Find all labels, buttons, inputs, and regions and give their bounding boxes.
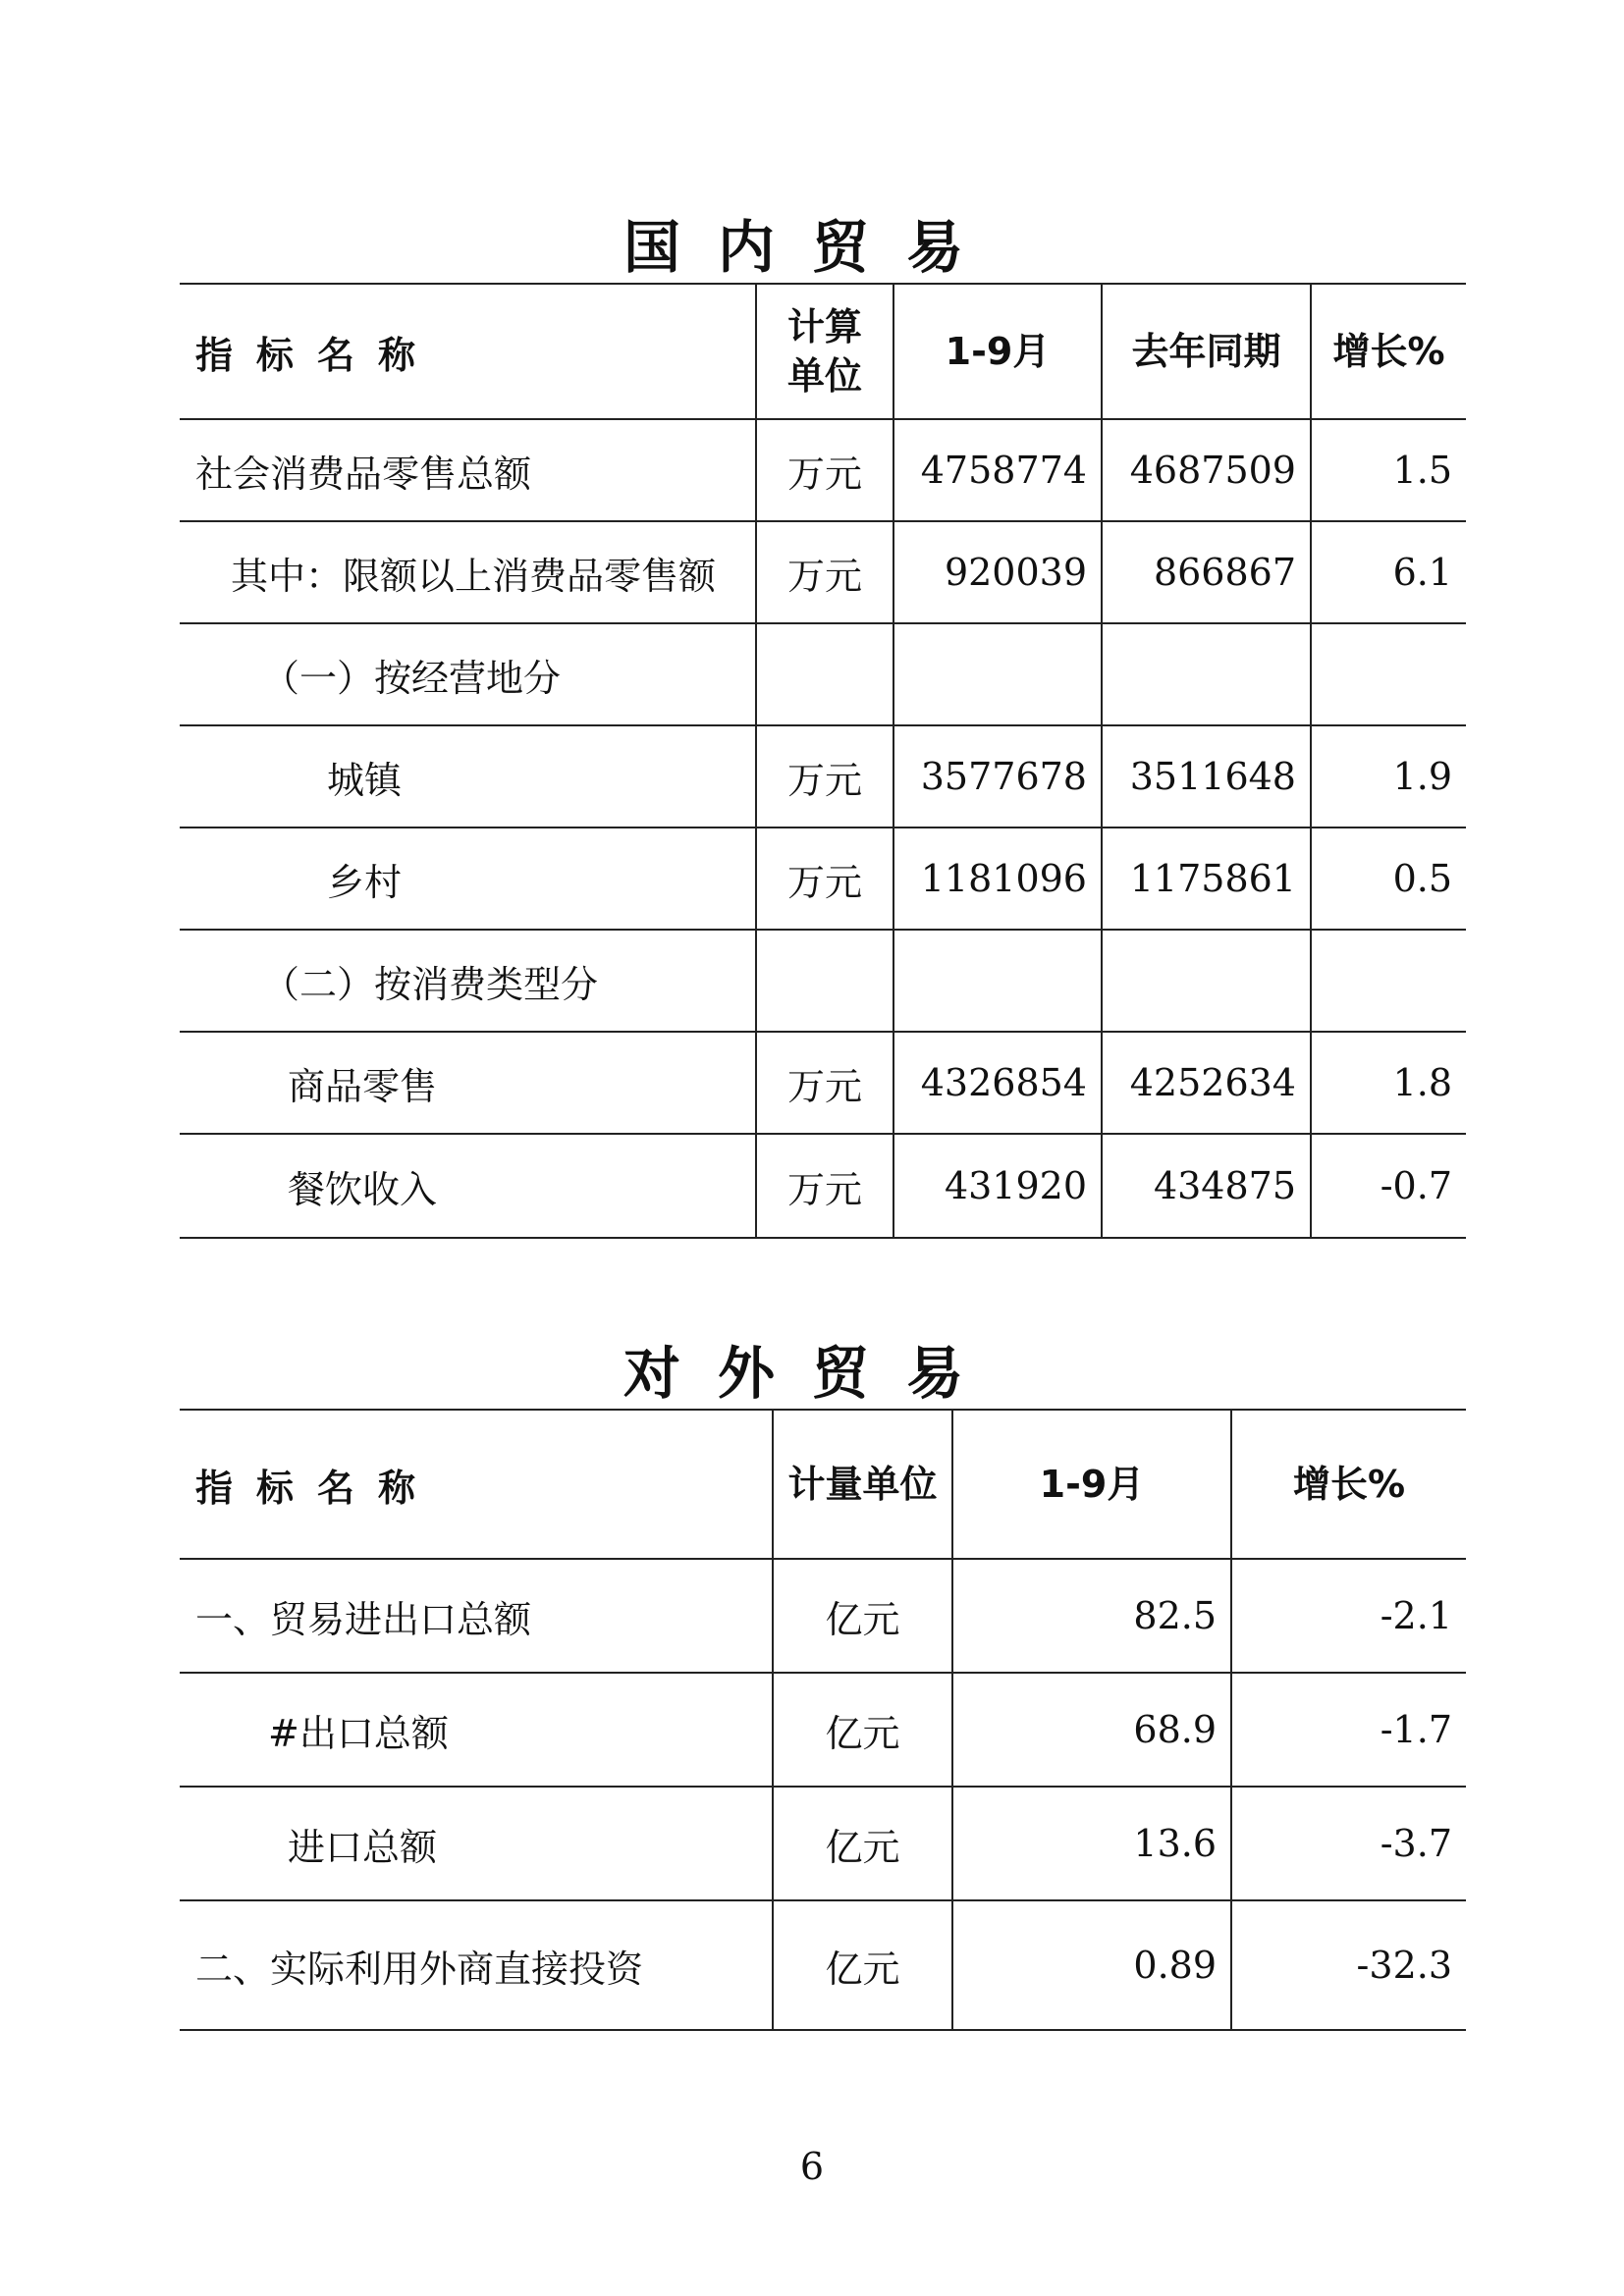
row-last-year: 1175861: [1102, 828, 1311, 930]
foreign-trade-table: [180, 1409, 1466, 2031]
row-current: [893, 930, 1102, 1032]
row-name: 社会消费品零售总额: [180, 419, 756, 521]
row-name: 商品零售: [180, 1032, 756, 1134]
row-current: 4326854: [893, 1032, 1102, 1134]
row-current: 68.9: [952, 1673, 1231, 1787]
row-name: 城镇: [180, 725, 756, 828]
table-row: [180, 1787, 1466, 1900]
row-name: 乡村: [180, 828, 756, 930]
table-row: [180, 1134, 1466, 1238]
row-unit: 万元: [756, 1032, 893, 1134]
row-unit: 亿元: [773, 1787, 952, 1900]
row-name: （二）按消费类型分: [180, 930, 756, 1032]
row-unit: 万元: [756, 828, 893, 930]
header-current-period: 1-9月: [893, 284, 1102, 419]
row-current: 3577678: [893, 725, 1102, 828]
row-growth: 6.1: [1311, 521, 1466, 623]
table-row: [180, 930, 1466, 1032]
header-growth: 增长%: [1311, 284, 1466, 419]
domestic-trade-table: [180, 283, 1466, 1239]
row-last-year: 3511648: [1102, 725, 1311, 828]
header-current-period: 1-9月: [952, 1410, 1231, 1559]
table-row: [180, 828, 1466, 930]
table-row: [180, 1900, 1466, 2030]
row-unit: 万元: [756, 521, 893, 623]
domestic-trade-title: 国内贸易: [623, 214, 1001, 281]
header-growth: 增长%: [1231, 1410, 1466, 1559]
row-last-year: 4687509: [1102, 419, 1311, 521]
row-current: 13.6: [952, 1787, 1231, 1900]
row-last-year: [1102, 623, 1311, 725]
row-growth: [1311, 930, 1466, 1032]
row-name: 餐饮收入: [180, 1134, 756, 1238]
row-growth: [1311, 623, 1466, 725]
header-last-year: 去年同期: [1102, 284, 1311, 419]
row-growth: -0.7: [1311, 1134, 1466, 1238]
table-header-row: [180, 1410, 1466, 1559]
row-growth: -3.7: [1231, 1787, 1466, 1900]
header-indicator-name: 指标名称: [180, 1410, 773, 1559]
row-current: 920039: [893, 521, 1102, 623]
row-last-year: [1102, 930, 1311, 1032]
row-name: （一）按经营地分: [180, 623, 756, 725]
row-unit: [756, 930, 893, 1032]
table-row: [180, 623, 1466, 725]
row-growth: -2.1: [1231, 1559, 1466, 1673]
row-name: 一、贸易进出口总额: [180, 1559, 773, 1673]
row-growth: 0.5: [1311, 828, 1466, 930]
table-row: [180, 1673, 1466, 1787]
foreign-trade-title: 对外贸易: [623, 1340, 1001, 1407]
row-growth: 1.5: [1311, 419, 1466, 521]
header-indicator-name: 指标名称: [180, 284, 756, 419]
page-number: 6: [799, 2145, 825, 2188]
row-current: 4758774: [893, 419, 1102, 521]
row-growth: 1.9: [1311, 725, 1466, 828]
row-name: 进口总额: [180, 1787, 773, 1900]
table-row: [180, 1559, 1466, 1673]
table-row: [180, 725, 1466, 828]
table-row: [180, 1032, 1466, 1134]
row-current: 0.89: [952, 1900, 1231, 2030]
row-growth: -32.3: [1231, 1900, 1466, 2030]
header-unit: 计算单位: [756, 284, 893, 419]
row-growth: -1.7: [1231, 1673, 1466, 1787]
table-header-row: [180, 284, 1466, 419]
row-unit: 万元: [756, 1134, 893, 1238]
row-unit: 亿元: [773, 1559, 952, 1673]
row-growth: 1.8: [1311, 1032, 1466, 1134]
table-row: [180, 521, 1466, 623]
row-last-year: 434875: [1102, 1134, 1311, 1238]
row-last-year: 866867: [1102, 521, 1311, 623]
row-unit: 亿元: [773, 1900, 952, 2030]
row-unit: [756, 623, 893, 725]
row-name: #出口总额: [180, 1673, 773, 1787]
row-name: 其中：限额以上消费品零售额: [180, 521, 756, 623]
row-current: 82.5: [952, 1559, 1231, 1673]
row-last-year: 4252634: [1102, 1032, 1311, 1134]
row-current: [893, 623, 1102, 725]
row-current: 1181096: [893, 828, 1102, 930]
table-row: [180, 419, 1466, 521]
row-current: 431920: [893, 1134, 1102, 1238]
row-unit: 亿元: [773, 1673, 952, 1787]
row-unit: 万元: [756, 419, 893, 521]
row-unit: 万元: [756, 725, 893, 828]
row-name: 二、实际利用外商直接投资: [180, 1900, 773, 2030]
header-unit: 计量单位: [773, 1410, 952, 1559]
